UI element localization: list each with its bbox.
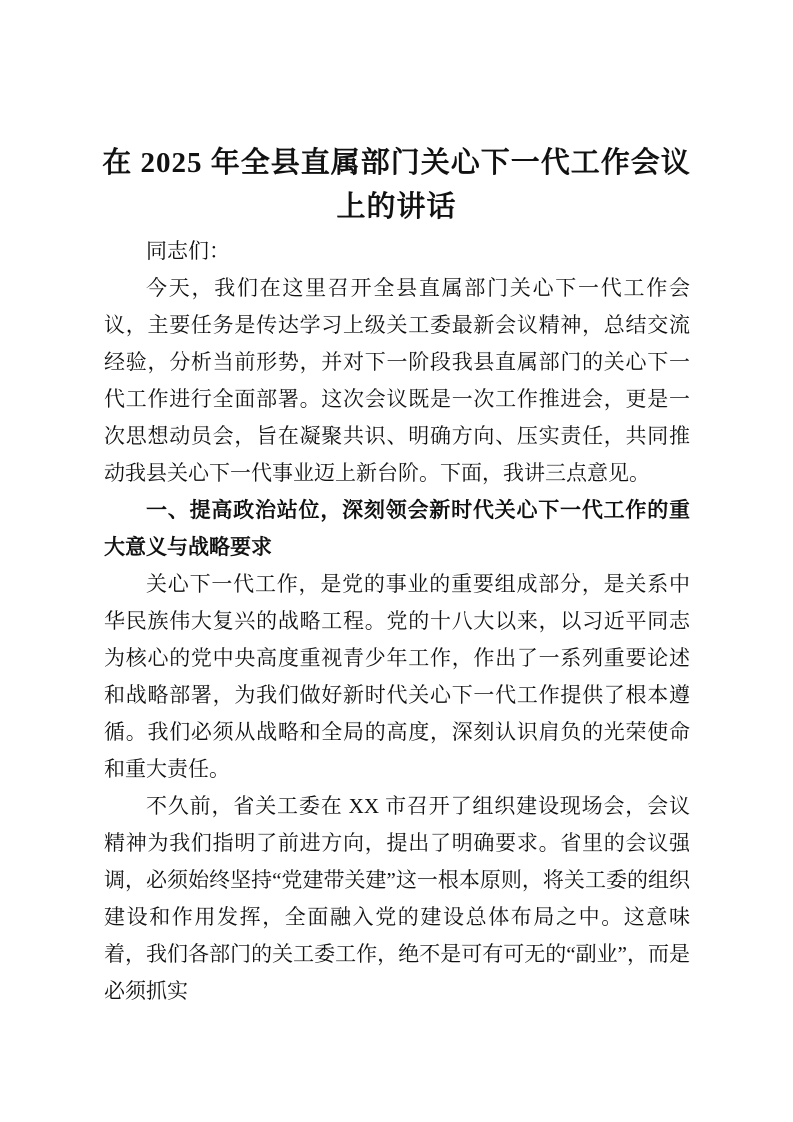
document-title-line-1: 在 2025 年全县直属部门关心下一代工作会议 xyxy=(102,147,691,179)
document-title xyxy=(90,141,703,229)
salutation: 同志们： xyxy=(146,239,230,263)
section-heading-1: 一、提高政治站位，深刻领会新时代关心下一代工作的重大意义与战略要求 xyxy=(104,499,690,559)
document-body xyxy=(104,233,690,1010)
document-title-line-2: 上的讲话 xyxy=(336,191,457,223)
paragraph-intro: 今天，我们在这里召开全县直属部门关心下一代工作会议，主要任务是传达学习上级关工委最新会议精神，总结交流经验，分析当前形势，并对下一阶段我县直属部门的关心下一代工作进行全面部署。这次会议既是一次工作推进会，更是一次思想动员会，旨在凝聚共识、明确方向、压实责任，共同推动我县关心下一代事业迈上新台阶。下面，我讲三点意见。 xyxy=(104,276,690,485)
paragraph-significance: 关心下一代工作，是党的事业的重要组成部分，是关系中华民族伟大复兴的战略工程。党的十八大以来，以习近平同志为核心的党中央高度重视青少年工作，作出了一系列重要论述和战略部署，为我们做好新时代关心下一代工作提供了根本遵循。我们必须从战略和全局的高度，深刻认识肩负的光荣使命和重大责任。 xyxy=(104,572,690,781)
paragraph-province-meeting: 不久前，省关工委在 XX 市召开了组织建设现场会，会议精神为我们指明了前进方向，提出了明确要求。省里的会议强调，必须始终坚持“党建带关建”这一根本原则，将关工委的组织建设和作用发挥，全面融入党的建设总体布局之中。这意味着，我们各部门的关工委工作，绝不是可有可无的“副业”，而是必须抓实 xyxy=(104,794,690,1003)
